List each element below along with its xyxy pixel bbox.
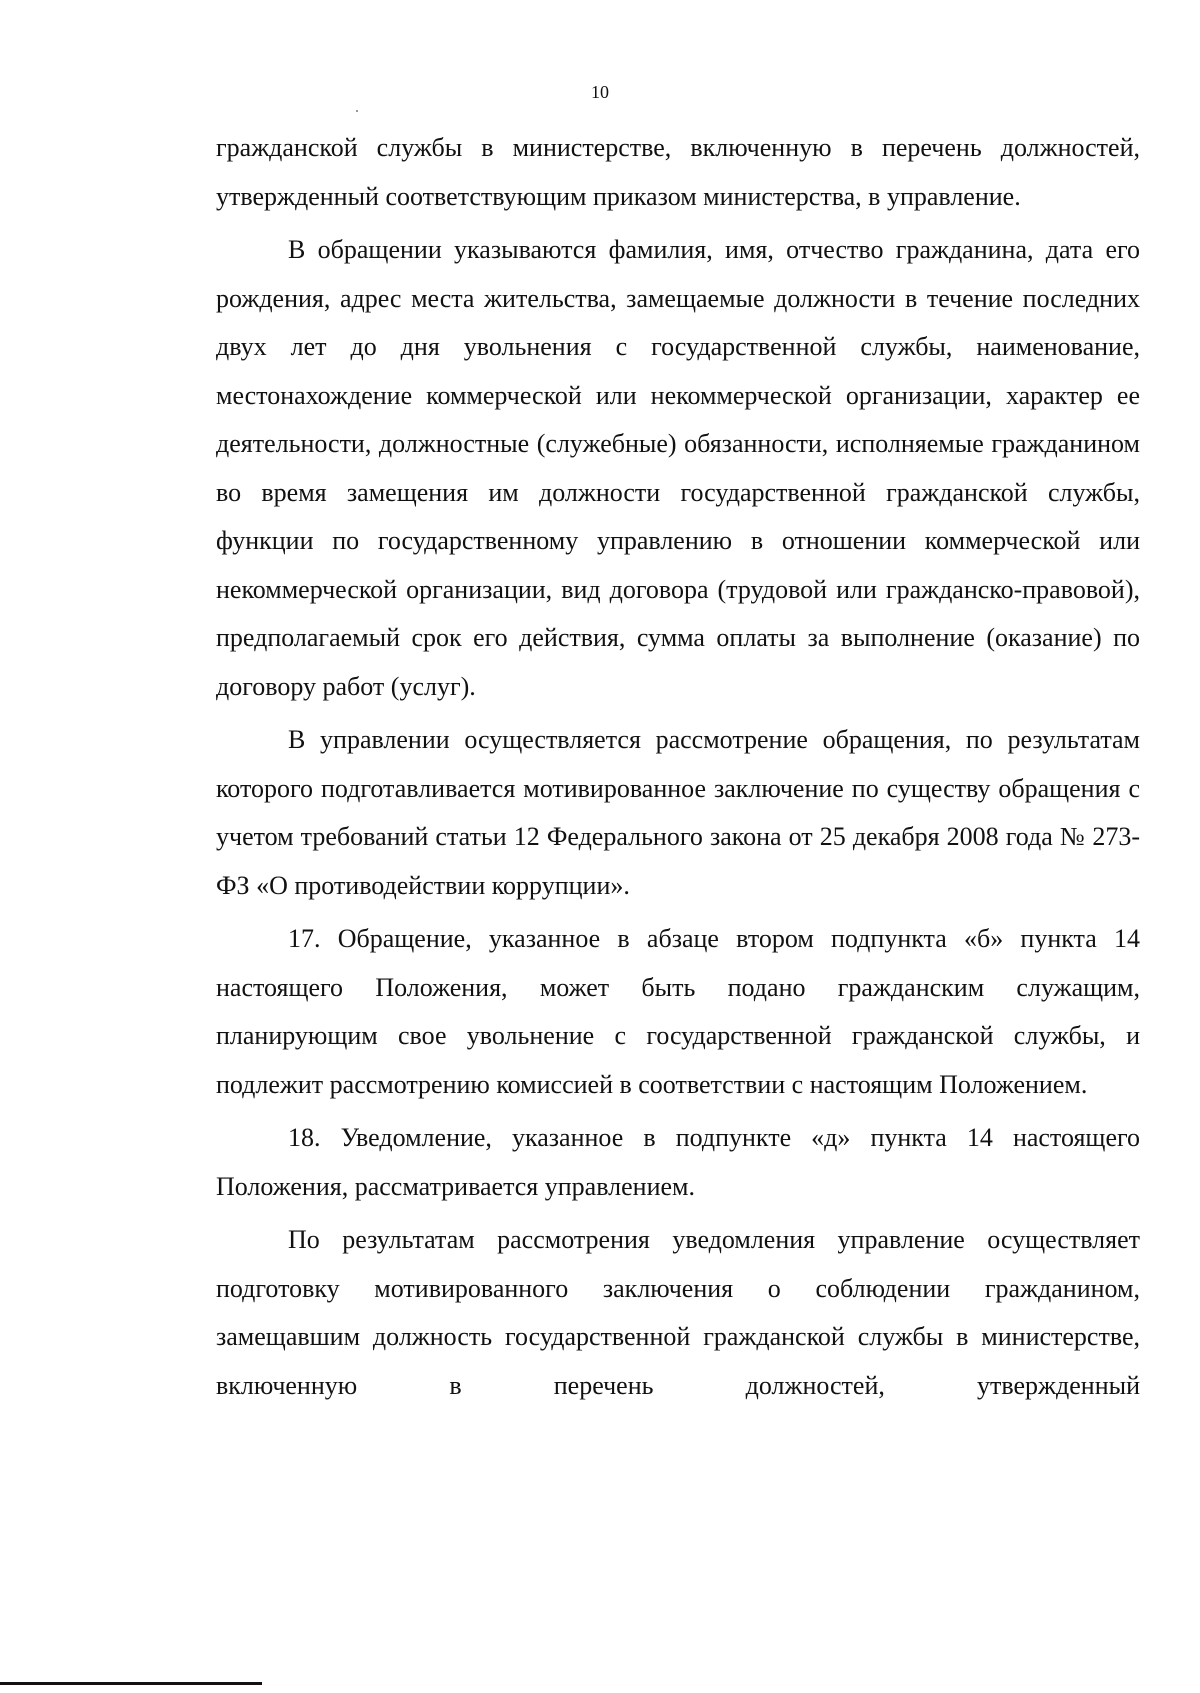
- paragraph-appeal-contents: В обращении указываются фамилия, имя, отчество гражданина, дата его рождения, адрес места жительства, замещаемые должности в течение последних двух лет до дня увольнения с государственной службы, наименование, местонахождение коммерческой или некоммерческой организации, характер ее деятельности, должностные (служебные) обязанности, исполняемые гражданином во время замещения им должности государственной гражданской службы, функции по государственному управлению в отношении коммерческой или некоммерческой организации, вид договора (трудовой или гражданско-правовой), предполагаемый срок его действия, сумма оплаты за выполнение (оказание) по договору работ (услуг).: [216, 235, 1140, 701]
- paragraph-continuation: гражданской службы в министерстве, включенную в перечень должностей, утвержденный соответствующим приказом министерства, в управление.: [216, 133, 1140, 211]
- paragraph-appeal-review: В управлении осуществляется рассмотрение обращения, по результатам которого подготавливается мотивированное заключение по существу обращения с учетом требований статьи 12 Федерального закона от 25 декабря 2008 года № 273-ФЗ «О противодействии коррупции».: [216, 725, 1140, 900]
- paragraph-item-17: 17. Обращение, указанное в абзаце втором подпункта «б» пункта 14 настоящего Положения, может быть подано гражданским служащим, планирующим свое увольнение с государственной гражданской службы, и подлежит рассмотрению комиссией в соответствии с настоящим Положением.: [216, 924, 1140, 1099]
- paragraph-item-18: 18. Уведомление, указанное в подпункте «д» пункта 14 настоящего Положения, рассматривается управлением.: [216, 1123, 1140, 1201]
- footer-rule: [0, 1682, 262, 1685]
- document-body: [216, 124, 1140, 1415]
- page-number: 10: [591, 82, 609, 102]
- scan-artifact: [356, 110, 358, 112]
- paragraph-notification-results: По результатам рассмотрения уведомления управление осуществляет подготовку мотивированного заключения о соблюдении гражданином, замещавшим должность государственной гражданской службы в министерстве, включенную в перечень должностей, утвержденный: [216, 1225, 1140, 1400]
